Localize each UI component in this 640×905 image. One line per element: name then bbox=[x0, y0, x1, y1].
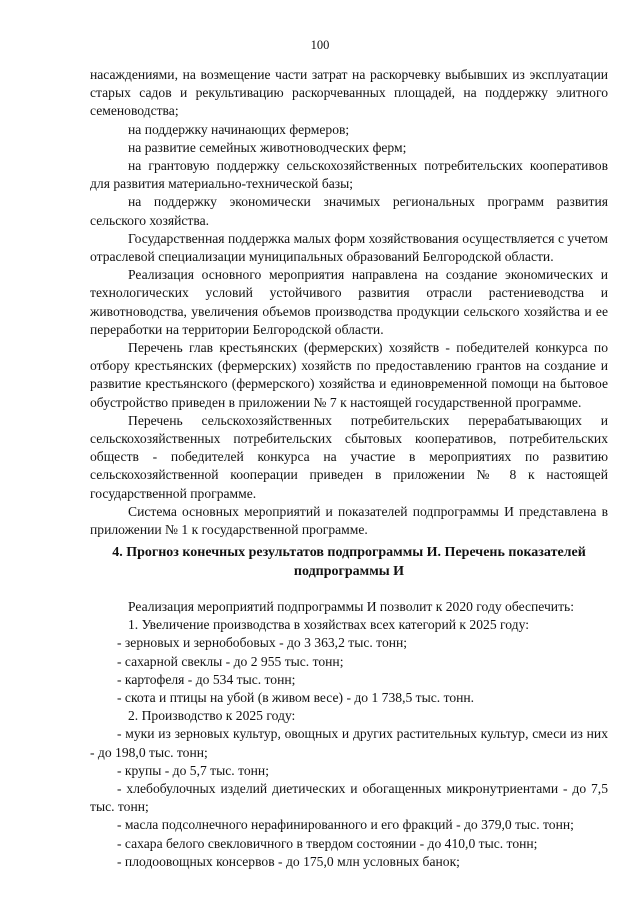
text-block-measures bbox=[90, 66, 608, 539]
list-item: на поддержку начинающих фермеров; bbox=[128, 121, 350, 137]
list-item: - зерновых и зернобобовых - до 3 363,2 тыс. тонн; bbox=[117, 635, 408, 651]
list-item: - скота и птицы на убой (в живом весе) - до 1 738,5 тыс. тонн. bbox=[117, 690, 475, 706]
list-item: 1. Увеличение производства в хозяйствах всех категорий к 2025 году: bbox=[128, 617, 529, 633]
list-item: 2. Производство к 2025 году: bbox=[128, 708, 296, 724]
paragraph: Перечень глав крестьянских (фермерских) хозяйств - победителей конкурса по отбору крестьянских (фермерских) хозяйств по предоставлению грантов на создание и развитие крестьянского (фермерского) хозяйства и единовременной помощи на бытовое обустройство приведен в приложении № 7 к настоящей государственной программе. bbox=[90, 340, 608, 410]
list-item: на грантовую поддержку сельскохозяйственных потребительских кооперативов для развития материально-технической базы; bbox=[90, 158, 608, 192]
list-item: - сахара белого свекловичного в твердом состоянии - до 410,0 тыс. тонн; bbox=[117, 835, 538, 851]
section-heading-line: 4. Прогноз конечных результатов подпрограммы И. Перечень показателей bbox=[112, 545, 586, 560]
list-item: - плодоовощных консервов - до 175,0 млн условных банок; bbox=[117, 853, 460, 869]
list-item: - муки из зерновых культур, овощных и других растительных культур, смеси из них - до 198,0 тыс. тонн; bbox=[90, 726, 608, 760]
paragraph: Система основных мероприятий и показателей подпрограммы И представлена в приложении № 1 к государственной программе. bbox=[90, 503, 608, 538]
paragraph: Реализация мероприятий подпрограммы И позволит к 2020 году обеспечить: bbox=[128, 599, 574, 614]
text-block-results bbox=[90, 598, 608, 871]
paragraph: Перечень сельскохозяйственных потребительских перерабатывающих и сельскохозяйственных потребительских сбытовых кооперативов, потребительских обществ - победителей конкурса на участие в мероприятиях по развитию сельскохозяйственной кооперации приведен в приложении № 8 к настоящей государственной программе. bbox=[90, 412, 608, 501]
list-item: на поддержку экономически значимых региональных программ развития сельского хозяйства. bbox=[90, 194, 608, 228]
list-item: - хлебобулочных изделий диетических и обогащенных микронутриентами - до 7,5 тыс. тонн; bbox=[90, 781, 608, 815]
list-item: - масла подсолнечного нерафинированного и его фракций - до 379,0 тыс. тонн; bbox=[117, 817, 574, 833]
paragraph: насаждениями, на возмещение части затрат на раскорчевку выбывших из эксплуатации старых садов и рекультивацию раскорчеванных площадей, на поддержку элитного семеноводства; bbox=[90, 67, 608, 119]
list-item: - картофеля - до 534 тыс. тонн; bbox=[117, 671, 296, 687]
list-item: - сахарной свеклы - до 2 955 тыс. тонн; bbox=[117, 653, 344, 669]
list-item: - крупы - до 5,7 тыс. тонн; bbox=[117, 762, 269, 778]
paragraph: Государственная поддержка малых форм хозяйствования осуществляется с учетом отраслевой специализации муниципальных образований Белгородской области. bbox=[90, 230, 608, 265]
paragraph: Реализация основного мероприятия направлена на создание экономических и технологических условий устойчивого развития отрасли растениеводства и животноводства, увеличения объемов производства продукции сельского хозяйства и ее переработки на территории Белгородской области. bbox=[90, 267, 608, 337]
list-item: на развитие семейных животноводческих ферм; bbox=[128, 139, 407, 155]
section-heading-line: подпрограммы И bbox=[293, 563, 405, 579]
section-heading bbox=[90, 544, 608, 581]
page-number: 100 bbox=[310, 38, 330, 52]
